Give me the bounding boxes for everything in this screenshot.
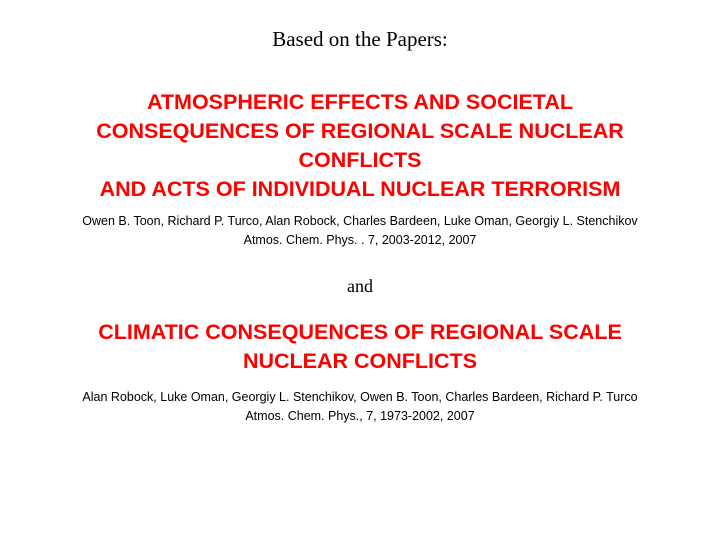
paper1-authors: Owen B. Toon, Richard P. Turco, Alan Robock, Charles Bardeen, Luke Oman, Georgiy L. Stenchikov xyxy=(82,214,638,228)
paper2-reference xyxy=(0,388,720,426)
intro-heading: Based on the Papers: xyxy=(272,27,448,51)
paper1-title xyxy=(0,88,720,204)
paper1-reference xyxy=(0,212,720,250)
paper2-title-line: CLIMATIC CONSEQUENCES OF REGIONAL SCALE xyxy=(98,320,622,344)
paper1-title-line: AND ACTS OF INDIVIDUAL NUCLEAR TERRORISM xyxy=(99,177,621,201)
paper2-citation: Atmos. Chem. Phys., 7, 1973-2002, 2007 xyxy=(245,409,475,423)
paper1-title-line: ATMOSPHERIC EFFECTS AND SOCIETAL xyxy=(146,90,574,114)
paper2-authors: Alan Robock, Luke Oman, Georgiy L. Stenchikov, Owen B. Toon, Charles Bardeen, Richard P. Turco xyxy=(82,390,638,404)
paper1-citation: Atmos. Chem. Phys. . 7, 2003-2012, 2007 xyxy=(243,233,477,247)
paper1-title-line: CONFLICTS xyxy=(298,148,422,172)
paper1-title-line: CONSEQUENCES OF REGIONAL SCALE NUCLEAR xyxy=(96,119,624,143)
connector-text: and xyxy=(347,276,373,296)
paper2-title-line: NUCLEAR CONFLICTS xyxy=(242,349,478,373)
paper2-title xyxy=(0,318,720,376)
